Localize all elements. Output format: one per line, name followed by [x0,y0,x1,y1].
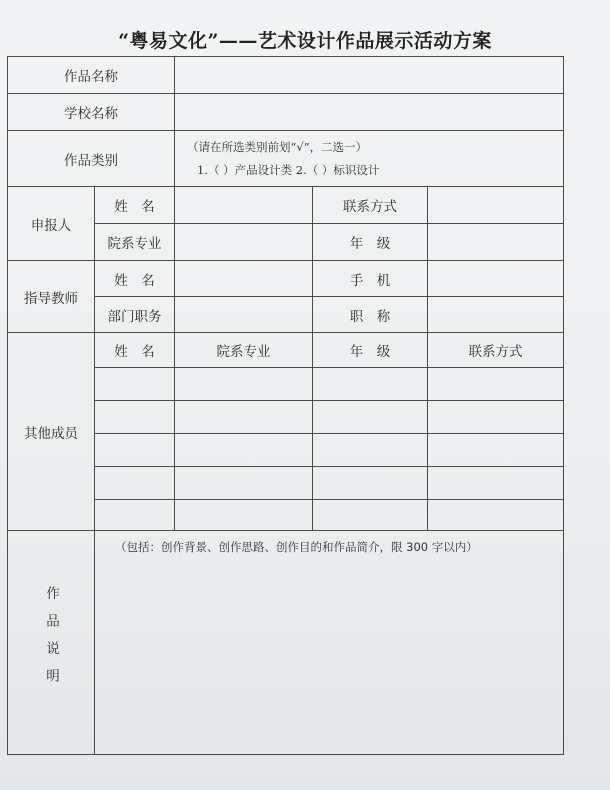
member-dept-field[interactable] [175,467,313,500]
advisor-name-field[interactable] [175,261,313,297]
application-form-table [7,56,564,755]
advisor-phone-field[interactable] [428,261,564,297]
applicant-grade-label: 年 级 [313,224,428,261]
member-dept-field[interactable] [175,434,313,467]
applicant-name-field[interactable] [175,187,313,224]
member-grade-field[interactable] [313,467,428,500]
description-row [8,531,564,755]
advisor-title-label: 职 称 [313,297,428,333]
work-name-field[interactable] [175,57,564,94]
advisor-group-label: 指导教师 [8,261,95,333]
member-grade-field[interactable] [313,500,428,531]
applicant-contact-label: 联系方式 [313,187,428,224]
advisor-phone-label: 手 机 [313,261,428,297]
description-label-cell [8,531,95,755]
members-header-dept: 院系专业 [175,333,313,368]
applicant-grade-field[interactable] [428,224,564,261]
work-name-label: 作品名称 [8,57,175,94]
category-hint: （请在所选类别前划“√”，二选一） [187,139,368,154]
advisor-dept-field[interactable] [175,297,313,333]
advisor-dept-label: 部门职务 [95,297,175,333]
work-name-row [8,57,564,94]
advisor-title-field[interactable] [428,297,564,333]
description-label: 作品说明 [43,585,59,696]
member-contact-field[interactable] [428,500,564,531]
member-grade-field[interactable] [313,401,428,434]
member-contact-field[interactable] [428,467,564,500]
applicant-name-label: 姓 名 [95,187,175,224]
description-field[interactable] [95,531,564,755]
school-name-row [8,94,564,131]
member-grade-field[interactable] [313,368,428,401]
form-title: “粤易文化”——艺术设计作品展示活动方案 [118,30,492,52]
members-header-contact: 联系方式 [428,333,564,368]
members-header-row [8,333,564,368]
member-contact-field[interactable] [428,368,564,401]
member-dept-field[interactable] [175,368,313,401]
applicant-contact-field[interactable] [428,187,564,224]
applicant-group-label: 申报人 [8,187,95,261]
member-name-field[interactable] [95,467,175,500]
member-dept-field[interactable] [175,401,313,434]
members-group-label: 其他成员 [8,333,95,531]
member-name-field[interactable] [95,401,175,434]
members-header-grade: 年 级 [313,333,428,368]
category-options: 1.（ ）产品设计类 2.（ ）标识设计 [197,162,380,177]
applicant-dept-field[interactable] [175,224,313,261]
category-label: 作品类别 [8,131,175,187]
member-grade-field[interactable] [313,434,428,467]
member-dept-field[interactable] [175,500,313,531]
member-contact-field[interactable] [428,401,564,434]
member-name-field[interactable] [95,368,175,401]
member-name-field[interactable] [95,500,175,531]
school-name-field[interactable] [175,94,564,131]
category-row [8,131,564,187]
member-name-field[interactable] [95,434,175,467]
member-contact-field[interactable] [428,434,564,467]
advisor-row-1 [8,261,564,297]
school-name-label: 学校名称 [8,94,175,131]
description-hint: （包括：创作背景、创作思路、创作目的和作品简介，限 300 字以内） [115,540,478,554]
members-header-name: 姓 名 [95,333,175,368]
applicant-row-1 [8,187,564,224]
category-field[interactable] [175,131,564,187]
applicant-dept-label: 院系专业 [95,224,175,261]
advisor-name-label: 姓 名 [95,261,175,297]
